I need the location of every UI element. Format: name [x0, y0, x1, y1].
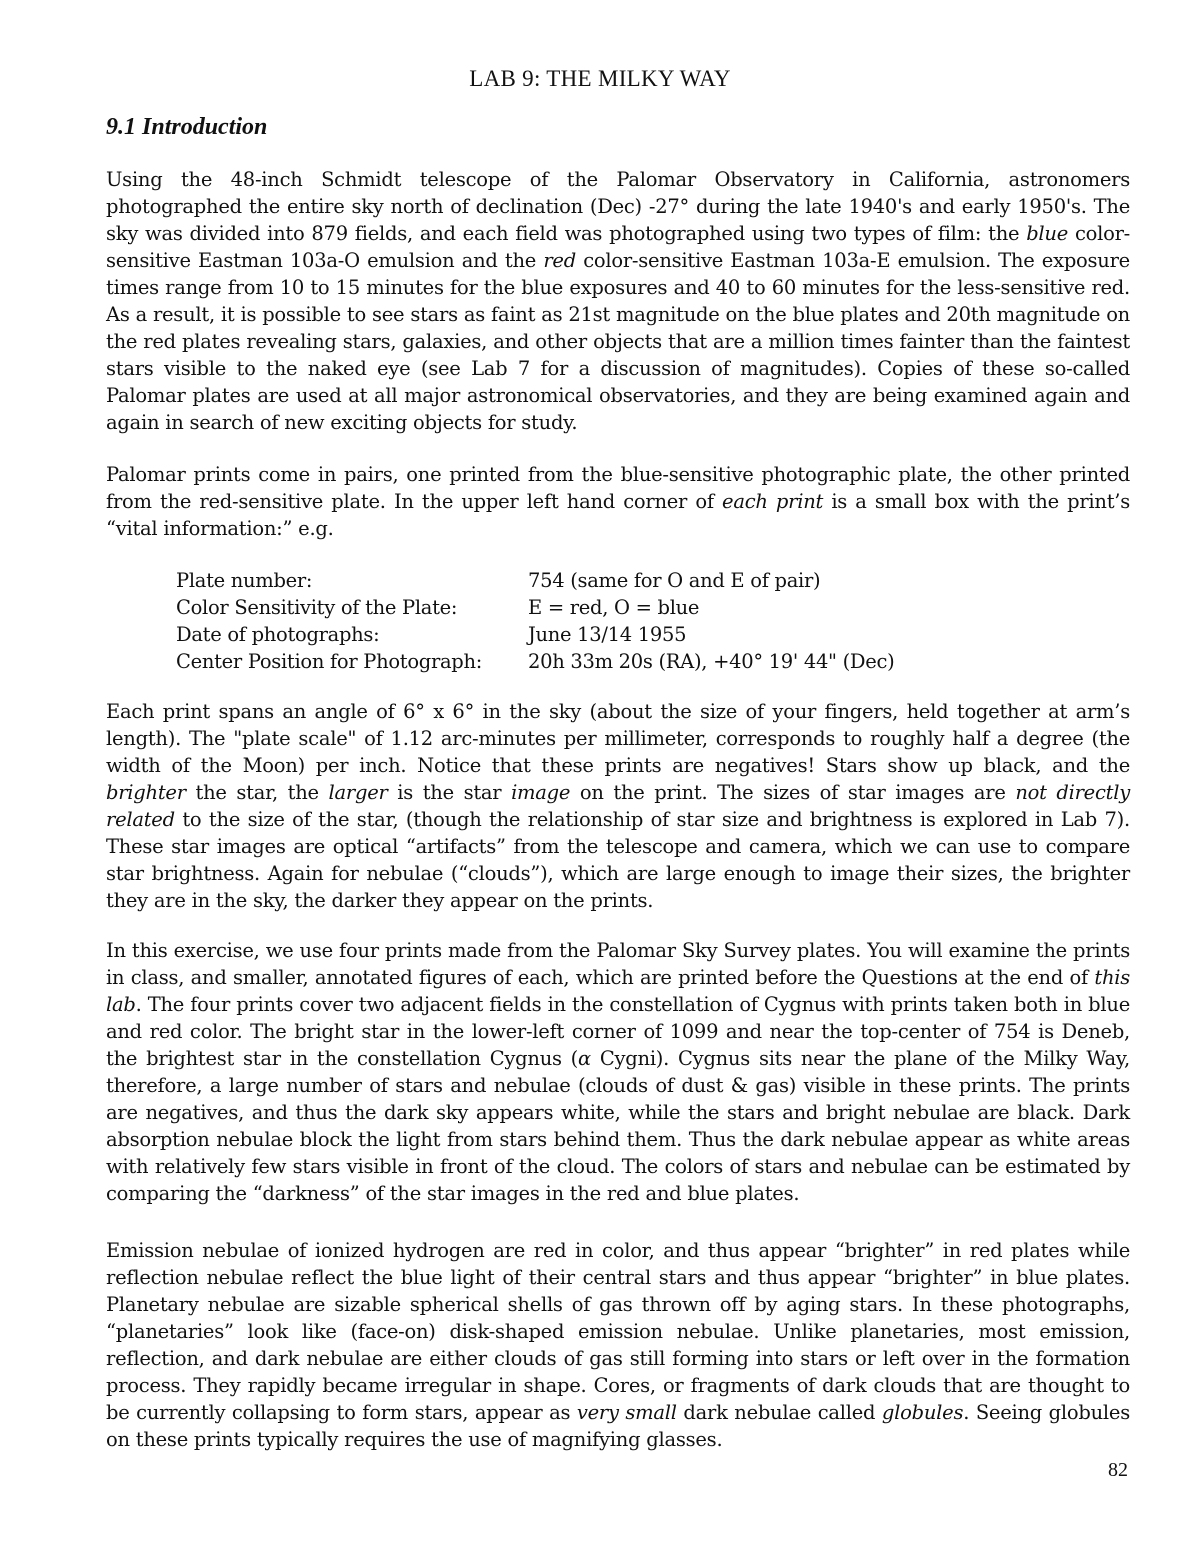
- text-run: Using the 48-inch Schmidt telescope of the Palomar Observatory in California, astronomers photographed the entire sky north of declination (Dec) -27° during the late 1940's and early 1950's. The sky was divided into 879 fields, and each field was photographed using two types of film: the: [106, 168, 1130, 245]
- text-run: to the size of the star, (though the relationship of star size and brightness is explored in Lab 7). These star images are optical “artifacts” from the telescope and camera, which we can use to compare star brightness. Again for nebulae (“clouds”), which are large enough to image their sizes, the brighter they are in the sky, the darker they appear on the prints.: [106, 808, 1130, 912]
- plate-info-table: [176, 567, 996, 675]
- emphasis-this-lab: this lab: [106, 966, 1130, 1016]
- emphasis-red: red: [543, 249, 576, 272]
- text-run: dark nebulae called: [676, 1401, 882, 1424]
- text-run: is the star: [387, 781, 512, 804]
- alpha-symbol: α: [578, 1047, 591, 1070]
- info-row-plate-number: [176, 567, 996, 594]
- page-title: LAB 9: THE MILKY WAY: [469, 66, 731, 91]
- info-value: June 13/14 1955: [528, 623, 687, 646]
- emphasis-each-print: each print: [722, 490, 824, 513]
- text-run: . The four prints cover two adjacent fields in the constellation of Cygnus with prints taken both in blue and red color. The bright star in the lower-left corner of 1099 and near the top-center of 754 is Deneb, the brightest star in the constellation Cygnus (: [106, 993, 1130, 1070]
- info-label: Color Sensitivity of the Plate:: [176, 596, 458, 619]
- text-run: Emission nebulae of ionized hydrogen are red in color, and thus appear “brighter” in red plates while reflection nebulae reflect the blue light of their central stars and thus appear “brighter” in blue plates. Planetary nebulae are sizable spherical shells of gas thrown off by aging stars. In these photographs, “planetaries” look like (face-on) disk-shaped emission nebulae. Unlike planetaries, most emission, reflection, and dark nebulae are either clouds of gas still forming into stars or left over in the formation process. They rapidly became irregular in shape. Cores, or fragments of dark clouds that are thought to be currently collapsing to form stars, appear as: [106, 1239, 1130, 1424]
- paragraph-prints: [106, 461, 1130, 542]
- paragraph-nebulae: [106, 1237, 1130, 1453]
- emphasis-brighter: brighter: [106, 781, 186, 804]
- text-run: Each print spans an angle of 6° x 6° in the sky (about the size of your fingers, held together at arm’s length). The "plate scale" of 1.12 arc-minutes per millimeter, corresponds to roughly half a degree (the width of the Moon) per inch. Notice that these prints are negatives! Stars show up black, and the: [106, 700, 1130, 777]
- paragraph-plate-scale: [106, 698, 1130, 914]
- text-run: is a small box with the print’s “vital information:” e.g.: [106, 490, 1131, 540]
- text-run: color-sensitive Eastman 103a-E emulsion. The exposure times range from 10 to 15 minutes for the blue exposures and 40 to 60 minutes for the less-sensitive red. As a result, it is possible to see stars as faint as 21st magnitude on the blue plates and 20th magnitude on the red plates revealing stars, galaxies, and other objects that are a million times fainter than the faintest stars visible to the naked eye (see Lab 7 for a discussion of magnitudes). Copies of these so-called Palomar plates are used at all major astronomical observatories, and they are being examined again and again in search of new exciting objects for study.: [106, 249, 1130, 434]
- info-label: Plate number:: [176, 569, 313, 592]
- emphasis-larger: larger: [328, 781, 388, 804]
- info-value: 20h 33m 20s (RA), +40° 19' 44" (Dec): [528, 650, 895, 673]
- paragraph-exercise: [106, 937, 1130, 1207]
- emphasis-globules: globules: [881, 1401, 964, 1424]
- emphasis-not-directly-related: not directly related: [106, 781, 1130, 831]
- emphasis-very-small: very small: [576, 1401, 677, 1424]
- text-run: Palomar prints come in pairs, one printed from the blue-sensitive photographic plate, the other printed from the red-sensitive plate. In the upper left hand corner of: [106, 463, 1130, 513]
- info-label: Date of photographs:: [176, 623, 380, 646]
- text-run: color-sensitive Eastman 103a-O emulsion and the: [106, 222, 1130, 272]
- text-run: the star, the: [185, 781, 329, 804]
- text-run: . Seeing globules on these prints typically requires the use of magnifying glasses.: [106, 1401, 1130, 1451]
- info-value: E = red, O = blue: [528, 596, 700, 619]
- text-run: In this exercise, we use four prints made from the Palomar Sky Survey plates. You will examine the prints in class, and smaller, annotated figures of each, which are printed before the Questions at the end of: [106, 939, 1130, 989]
- text-run: Cygni). Cygnus sits near the plane of the Milky Way, therefore, a large number of stars and nebulae (clouds of dust & gas) visible in these prints. The prints are negatives, and thus the dark sky appears white, while the stars and bright nebulae are black. Dark absorption nebulae block the light from stars behind them. Thus the dark nebulae appear as white areas with relatively few stars visible in front of the cloud. The colors of stars and nebulae can be estimated by comparing the “darkness” of the star images in the red and blue plates.: [106, 1047, 1130, 1205]
- page-number: 82: [1108, 1459, 1128, 1481]
- info-row-color-sensitivity: [176, 594, 996, 621]
- section-heading: 9.1 Introduction: [106, 114, 268, 140]
- info-value: 754 (same for O and E of pair): [528, 569, 821, 592]
- info-label: Center Position for Photograph:: [176, 650, 483, 673]
- emphasis-image: image: [511, 781, 571, 804]
- info-row-center-position: [176, 648, 996, 675]
- text-run: on the print. The sizes of star images are: [570, 781, 1016, 804]
- emphasis-blue: blue: [1026, 222, 1069, 245]
- paragraph-intro: [106, 166, 1130, 436]
- info-row-date: [176, 621, 996, 648]
